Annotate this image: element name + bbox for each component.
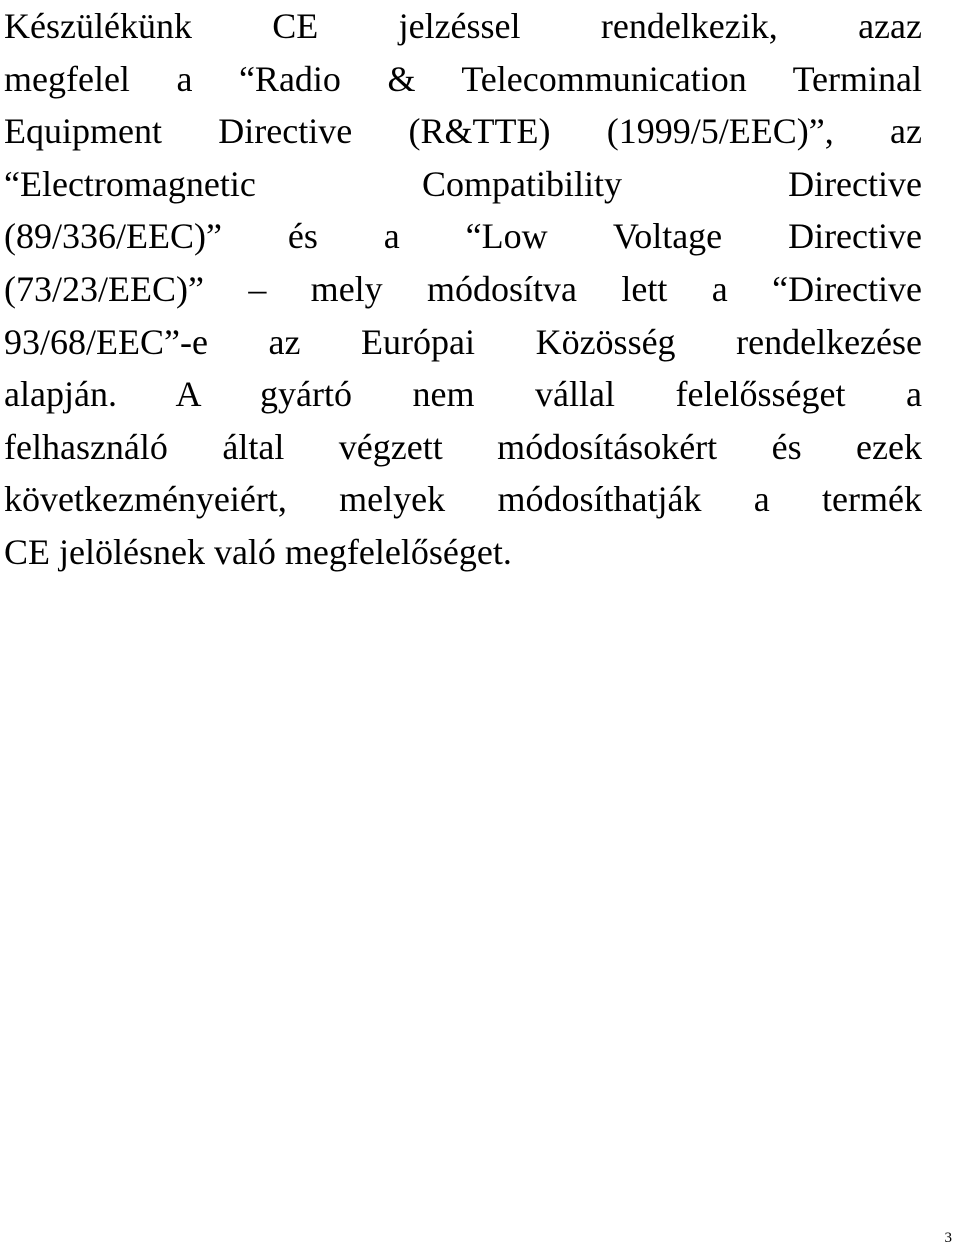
paragraph-line: alapján. A gyártó nem vállal felelősséget a	[4, 374, 922, 415]
paragraph-line: megfelel a “Radio & Telecommunication Terminal	[4, 58, 922, 99]
paragraph-line: CE jelölésnek való megfelelőséget.	[4, 531, 512, 572]
paragraph-line: Készülékünk CE jelzéssel rendelkezik, azaz	[4, 6, 922, 46]
paragraph-line: következményeiért, melyek módosíthatják a termék	[4, 479, 922, 520]
page-number: 3	[944, 1230, 952, 1246]
paragraph-line: (89/336/EEC)” és a “Low Voltage Directive	[4, 216, 922, 257]
paragraph-line: felhasználó által végzett módosításokért és ezek	[4, 426, 922, 467]
body-paragraph	[4, 0, 922, 579]
paragraph-line: Equipment Directive (R&TTE) (1999/5/EEC)”, az	[4, 111, 922, 152]
paragraph-line: 93/68/EEC”-e az Európai Közösség rendelkezése	[4, 321, 922, 362]
paragraph-line: “Electromagnetic Compatibility Directive	[4, 163, 922, 204]
paragraph-line: (73/23/EEC)” – mely módosítva lett a “Directive	[4, 268, 922, 309]
